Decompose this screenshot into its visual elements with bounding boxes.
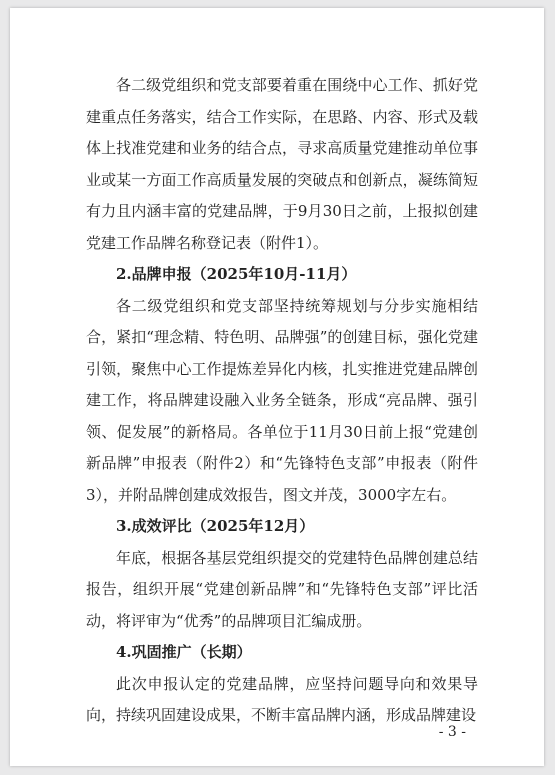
page-content bbox=[86, 70, 478, 732]
paragraph-2: 各二级党组织和党支部坚持统筹规划与分步实施相结合，紧扣“理念精、特色明、品牌强”的创建目标，强化党建引领，聚焦中心工作提炼差异化内核，扎实推进党建品牌创建工作，将品牌建设融入业务全链条，形成“亮品牌、强引领、促发展”的新格局。各单位于11月30日前上报“党建创新品牌”申报表（附件2）和“先锋特色支部”申报表（附件3），并附品牌创建成效报告，图文并茂，3000字左右。 bbox=[86, 296, 478, 504]
section-heading-4: 4.巩固推广（长期） bbox=[116, 643, 252, 661]
paragraph-1: 各二级党组织和党支部要着重在围绕中心工作、抓好党建重点任务落实，结合工作实际，在思路、内容、形式及载体上找准党建和业务的结合点，寻求高质量党建推动单位事业或某一方面工作高质量发展的突破点和创新点，凝练简短有力且内涵丰富的党建品牌，于9月30日之前，上报拟创建党建工作品牌名称登记表（附件1）。 bbox=[86, 76, 478, 252]
section-heading-3: 3.成效评比（2025年12月） bbox=[116, 517, 315, 535]
section-heading-2: 2.品牌申报（2025年10月-11月） bbox=[116, 265, 357, 283]
paragraph-4: 此次申报认定的党建品牌，应坚持问题导向和效果导向，持续巩固建设成果，不断丰富品牌内涵，形成品牌建设 bbox=[86, 674, 478, 724]
page-number: - 3 - bbox=[438, 724, 466, 740]
paragraph-3: 年底，根据各基层党组织提交的党建特色品牌创建总结报告，组织开展“党建创新品牌”和“先锋特色支部”评比活动，将评审为“优秀”的品牌项目汇编成册。 bbox=[86, 548, 478, 630]
document-page bbox=[10, 8, 544, 766]
